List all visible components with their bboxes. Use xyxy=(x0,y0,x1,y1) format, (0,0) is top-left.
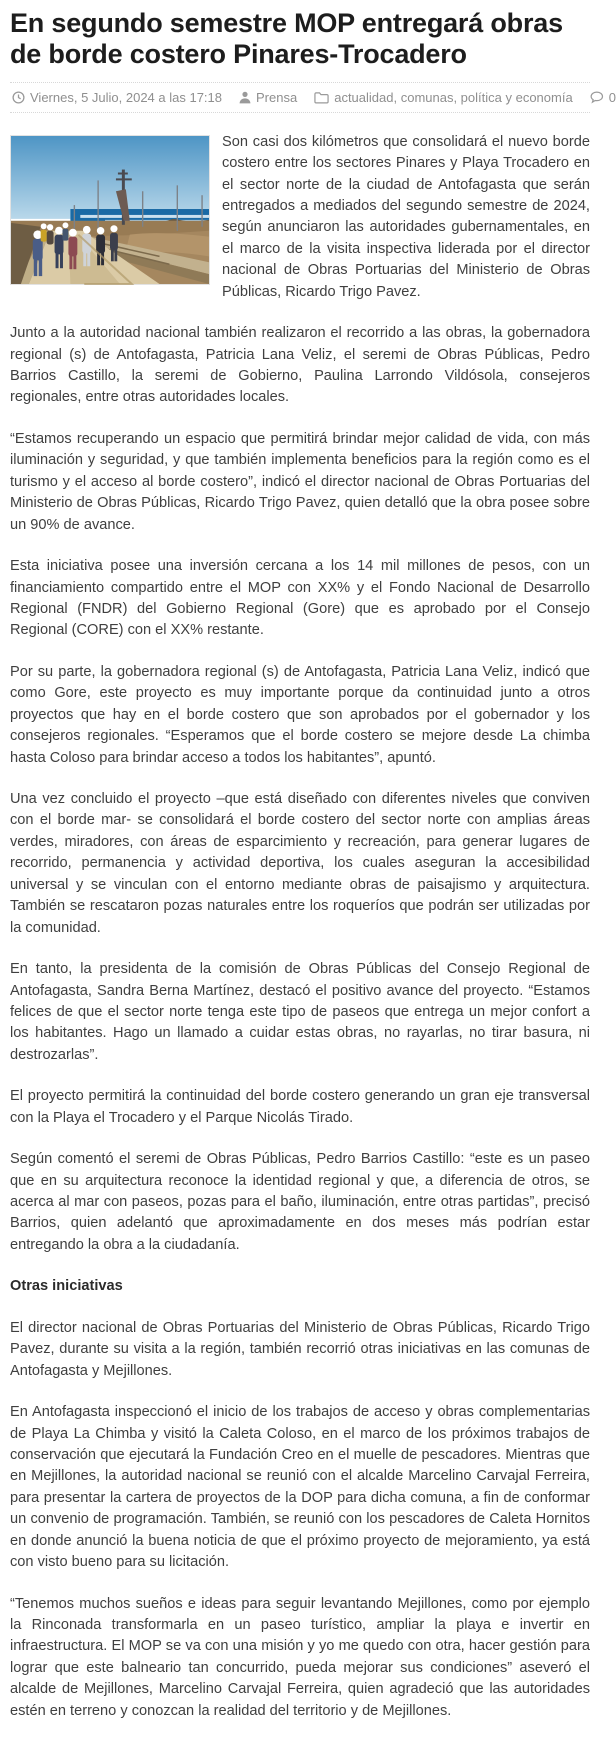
user-icon xyxy=(239,91,251,104)
coastal-walkway-photo-illustration xyxy=(11,136,209,284)
meta-categories[interactable] xyxy=(314,90,572,105)
meta-author[interactable] xyxy=(239,90,297,105)
meta-date-label: Viernes, 5 Julio, 2024 a las 17:18 xyxy=(30,89,223,105)
clock-icon xyxy=(12,91,25,104)
article-body xyxy=(10,132,590,1723)
meta-date xyxy=(12,90,222,105)
paragraph-12: “Tenemos muchos sueños e ideas para seguir levantando Mejillones, como por ejemplo la Rinconada transformarla en un paseo turístico, ampliar la playa e invertir en infraestructura. El MOP se va con una misión y yo me quedo con otra, hacer gestión para lograr que este balneario tan concurrido, pueda mejorar sus condiciones” aseveró el alcalde de Mejillones, Marcelino Carvajal Ferreira, quien agradeció que las autoridades estén en terreno y conozcan la realidad del territorio y de Mejillones. xyxy=(10,1595,590,1719)
paragraph-6: Una vez concluido el proyecto –que está diseñado con diferentes niveles que conviven con el borde mar- se consolidará el borde costero del sector norte con amplias áreas verdes, miradores, con áreas de esparcimiento y recreación, para generar lugares de recorrido, permanencia y actividad deportiva, los cuales aseguran la accesibilidad universal y se vinculan con el entorno mediante obras de paisajismo y arquitectura. También se rescataron pozas naturales entre los roqueríos que podrán ser utilizadas por la comunidad. xyxy=(10,791,590,936)
paragraph-8: El proyecto permitirá la continuidad del borde costero generando un gran eje transversal con la Playa el Trocadero y el Parque Nicolás Tirado. xyxy=(10,1088,590,1126)
page-title: En segundo semestre MOP entregará obras de borde costero Pinares-Trocadero xyxy=(10,8,563,70)
paragraph-11: En Antofagasta inspeccionó el inicio de los trabajos de acceso y obras complementarias de Playa La Chimba y visitó la Caleta Coloso, en el marco de los próximos trabajos de conservación que ejecutará la Fundación Creo en el muelle de pescadores. Mientras que en Mejillones, la autoridad nacional se reunió con el alcalde Marcelino Carvajal Ferreira, para presentar la cartera de proyectos de la DOP para dicha comuna, a fin de conformar un convenio de programación. También, se reunió con los pescadores de Caleta Hornitos en donde anunció la buena noticia de que el próximo proyecto de mejoramiento, ya está con visto bueno para su licitación. xyxy=(10,1404,590,1571)
paragraph-5: Por su parte, la gobernadora regional (s) de Antofagasta, Patricia Lana Veliz, indicó que como Gore, este proyecto es muy importante porque da continuidad junto a otros proyectos que hay en el borde costero que son aprobados por el gobernador y los consejeros regionales. “Esperamos que el borde costero se mejore desde La chimba hasta Coloso para brindar acceso a todos los habitantes”, apuntó. xyxy=(10,663,590,766)
paragraph-10: El director nacional de Obras Portuarias del Ministerio de Obras Públicas, Ricardo Trigo Pavez, durante su visita a la región, también recorrió otras iniciativas en las comunas de Antofagasta y Mejillones. xyxy=(10,1319,590,1379)
comment-icon xyxy=(590,91,604,104)
meta-author-label[interactable]: Prensa xyxy=(256,89,298,105)
meta-comments[interactable] xyxy=(590,90,616,105)
paragraph-2: Junto a la autoridad nacional también realizaron el recorrido a las obras, la gobernadora regional (s) de Antofagasta, Patricia Lana Veliz, el seremi de Obras Públicas, Pedro Barrios Castillo, la seremi de Gobierno, Paulina Larrondo Vildósola, consejeros regionales, entre otras autoridades locales. xyxy=(10,325,590,406)
paragraph-3: “Estamos recuperando un espacio que permitirá brindar mejor calidad de vida, con más iluminación y seguridad, y que también implementa beneficios para la región como es el turismo y el acceso al borde costero”, indicó el director nacional de Obras Portuarias del Ministerio de Obras Públicas, Ricardo Trigo Pavez, quien detalló que la obra posee sobre un 90% de avance. xyxy=(10,430,590,533)
post-meta-bar xyxy=(10,82,616,113)
folder-icon xyxy=(314,91,329,104)
meta-categories-label[interactable]: actualidad, comunas, política y economía xyxy=(334,89,573,105)
paragraph-9: Según comentó el seremi de Obras Públicas, Pedro Barrios Castillo: “este es un paseo que en su arquitectura reconoce la identidad regional y que, a diferencia de otros, se acerca al mar con paseos, pozas para el baño, iluminación, entre otras partidas”, precisó Barrios, quien adelantó que aproximadamente en dos meses más podrían estar entregando la obra a la ciudadanía. xyxy=(10,1151,590,1253)
article-photo xyxy=(10,135,210,285)
subheading-otras-iniciativas: Otras iniciativas xyxy=(10,1278,123,1295)
paragraph-7: En tanto, la presidenta de la comisión de Obras Públicas del Consejo Regional de Antofagasta, Sandra Berna Martínez, destacó el positivo avance del proyecto. “Estamos felices de que el sector norte tenga este tipo de paseos que entrega un mejor confort a los habitantes. Hago un llamado a cuidar estas obras, no rayarlas, no tirar basura, ni destrozarlas”. xyxy=(10,961,590,1063)
paragraph-4: Esta iniciativa posee una inversión cercana a los 14 mil millones de pesos, con un financiamiento compartido entre el MOP con XX% y el Fondo Nacional de Desarrollo Regional (FNDR) del Gobierno Regional (Gore) que es aprobado por el Consejo Regional (CORE) con el XX% restante. xyxy=(10,558,590,639)
paragraph-1: Son casi dos kilómetros que consolidará el nuevo borde costero entre los sectores Pinares y Playa Trocadero en el sector norte de la ciudad de Antofagasta que serán entregados a mediados del segundo semestre de 2024, según anunciaron las autoridades gubernamentales, en el marco de la visita inspectiva liderada por el director nacional de Obras Portuarias del Ministerio de Obras Públicas, Ricardo Trigo Pavez. xyxy=(222,133,590,300)
meta-comment-count[interactable]: 0 xyxy=(608,89,616,105)
